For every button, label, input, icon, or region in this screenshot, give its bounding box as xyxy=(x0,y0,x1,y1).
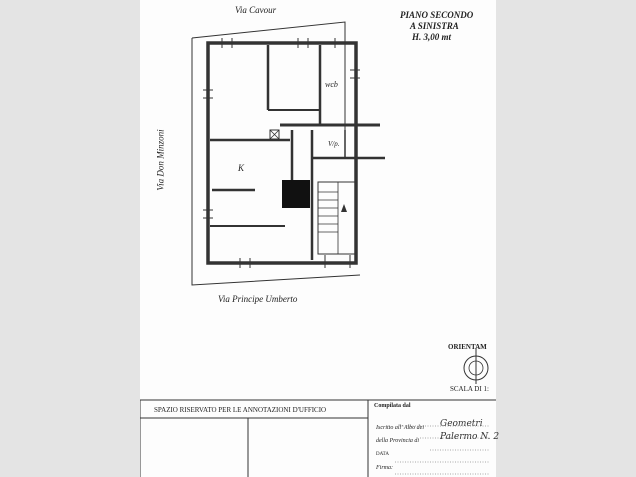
street-bottom-label: Via Principe Umberto xyxy=(218,294,298,304)
scale-label: SCALA DI 1: xyxy=(450,385,489,393)
street-left-label: Via Don Minzoni xyxy=(155,129,166,191)
stair-arrow-icon xyxy=(341,204,347,212)
province-value: Palermo N. 2 xyxy=(440,432,500,442)
room-wcb-label: wcb xyxy=(325,80,338,89)
plan-subtitle: A SINISTRA xyxy=(410,21,459,31)
plan-height: H. 3,00 mt xyxy=(412,32,452,42)
shaft xyxy=(282,180,310,208)
office-header: SPAZIO RISERVATO PER LE ANNOTAZIONI D'UFFICIO xyxy=(154,406,327,414)
room-vjp-label: V/p. xyxy=(328,140,340,148)
exterior-wall xyxy=(208,43,356,263)
street-top-label: Via Cavour xyxy=(235,5,277,15)
signature-label: Firma: xyxy=(376,465,393,471)
compiled-by-label: Compilata dal xyxy=(374,403,411,409)
date-label: DATA xyxy=(376,452,389,457)
registered-value: Geometri xyxy=(440,419,483,429)
province-label: della Provincia di xyxy=(376,438,420,444)
plan-title: PIANO SECONDO xyxy=(400,10,474,20)
orientation-label: ORIENTAM xyxy=(448,343,487,351)
registered-label: Iscritto all' Albo dei xyxy=(376,425,425,431)
stair xyxy=(318,182,356,254)
lot-outline-left xyxy=(192,38,360,285)
room-k-label: K xyxy=(238,163,245,173)
